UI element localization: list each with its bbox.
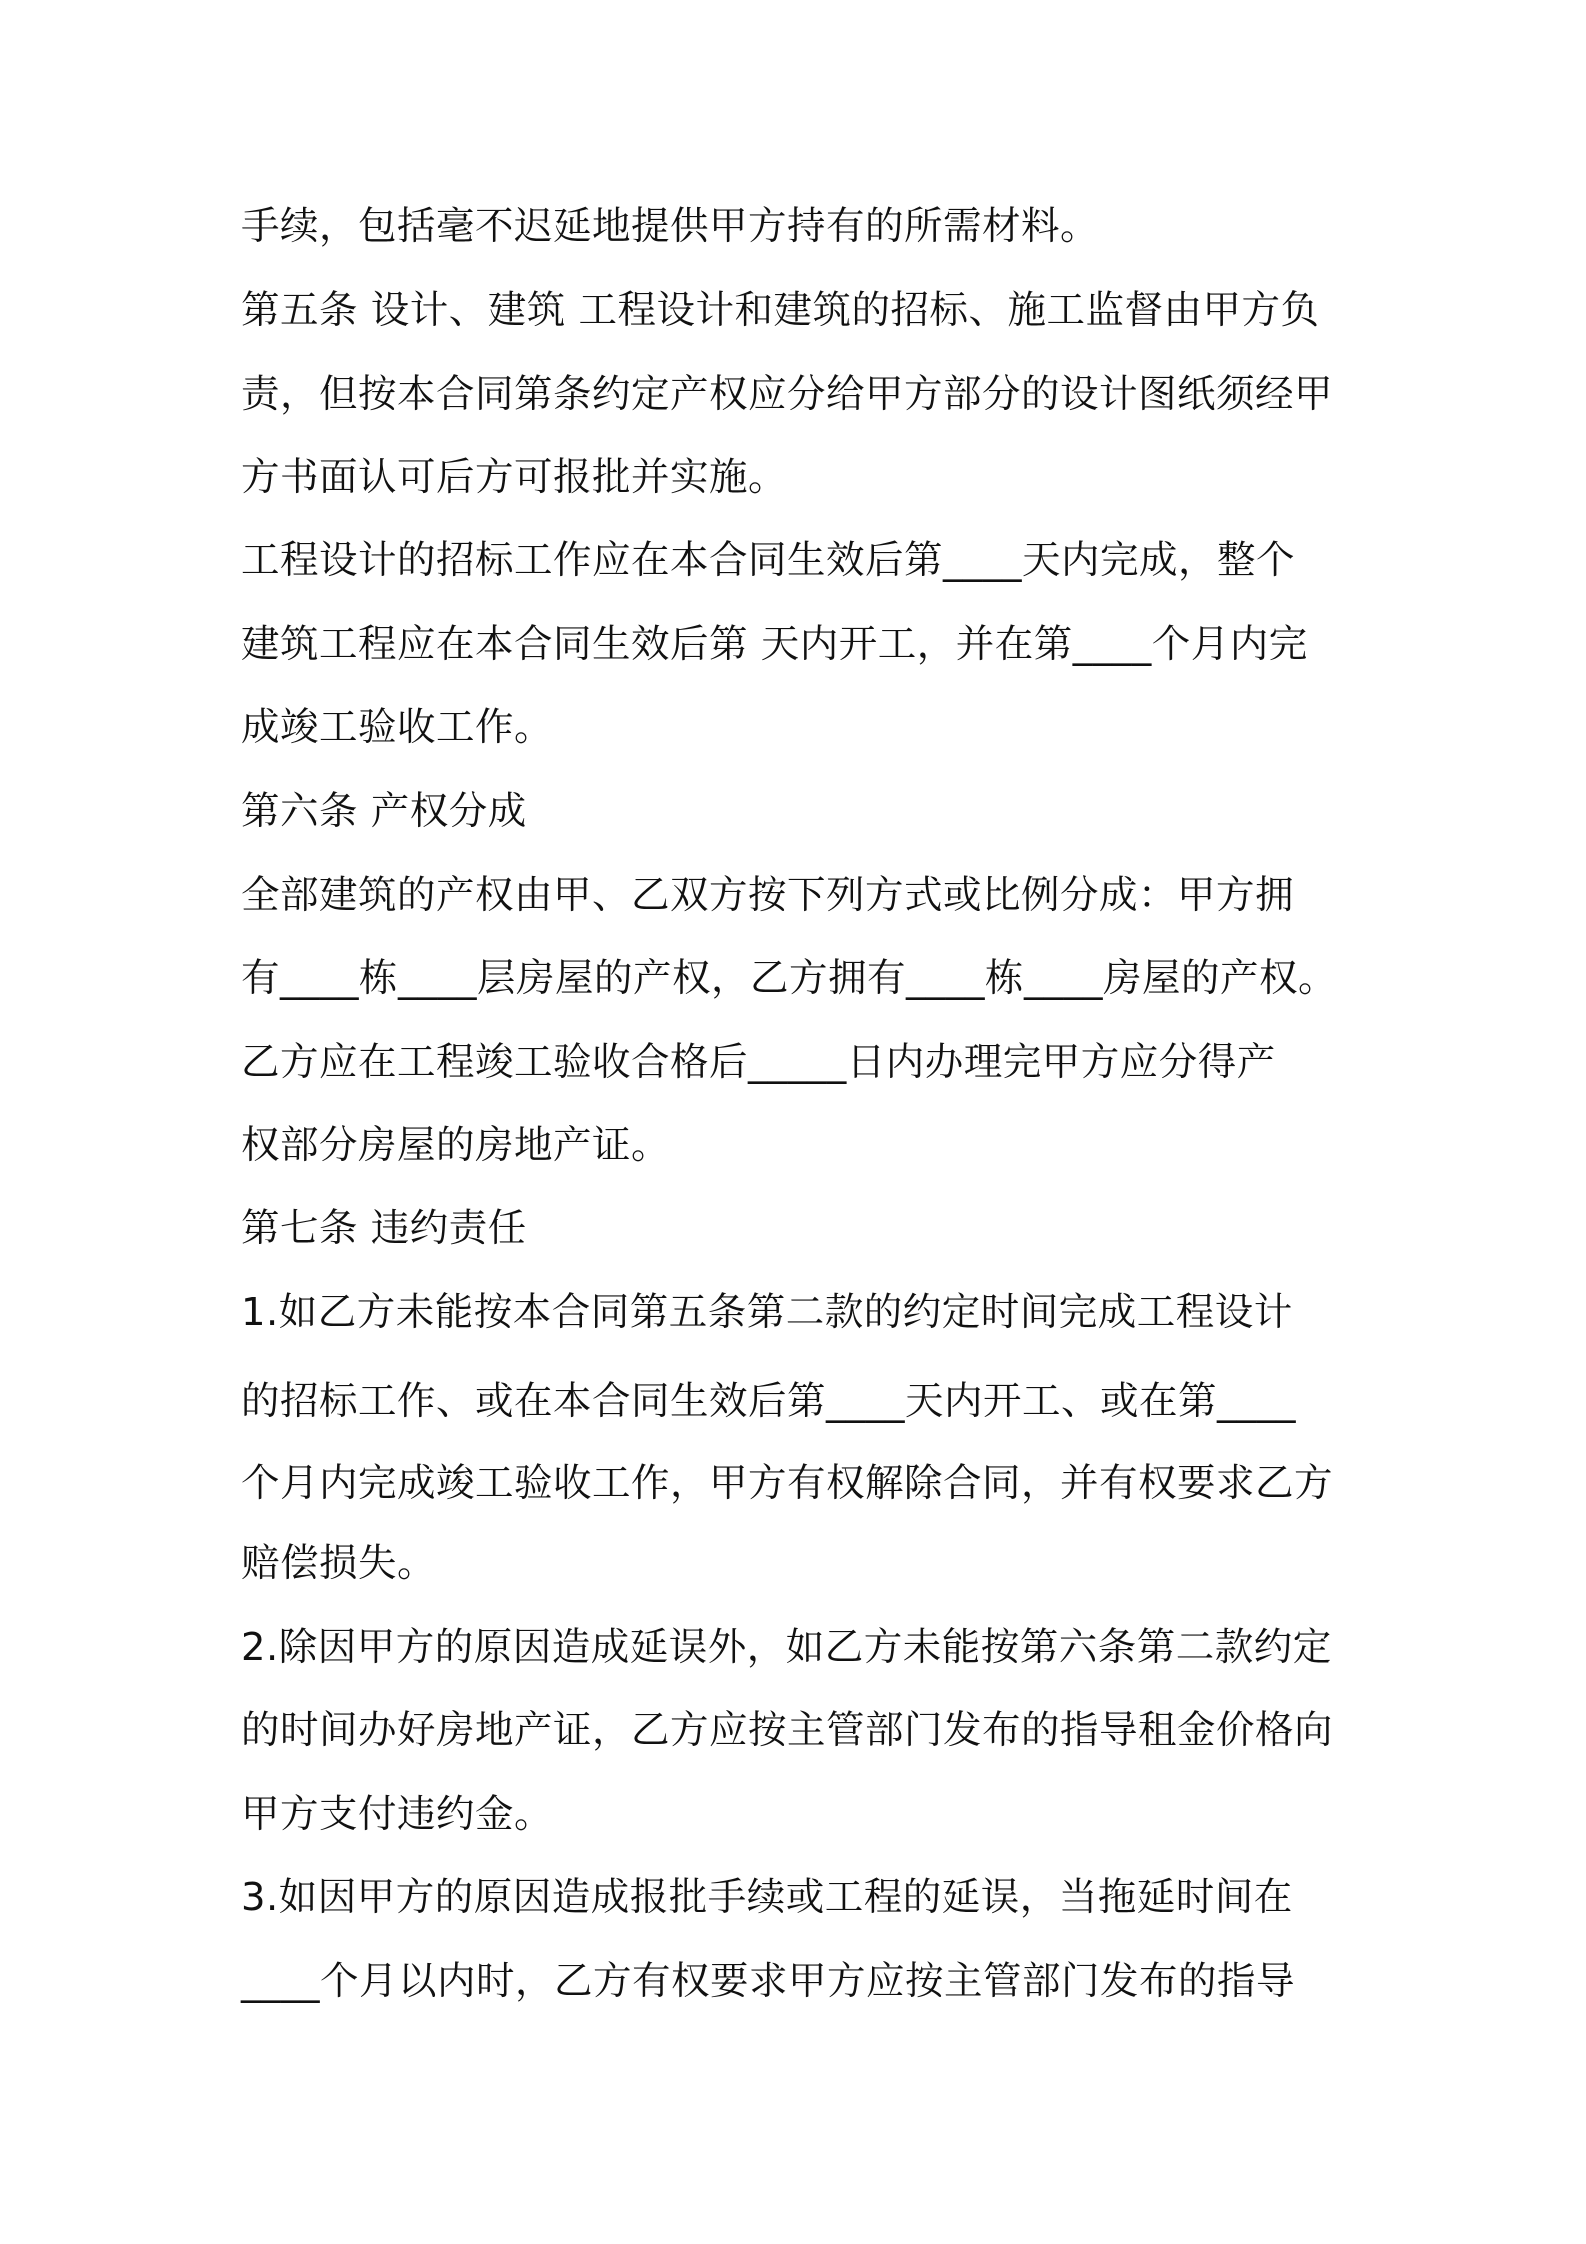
text-line-20: 甲方支付违约金。	[241, 1792, 554, 1837]
text-line-17: 赔偿损失。	[241, 1541, 437, 1586]
text-line-18: 2.除因甲方的原因造成延误外，如乙方未能按第六条第二款约定	[241, 1625, 1332, 1670]
text-line-3: 责，但按本合同第条约定产权应分给甲方部分的设计图纸须经甲	[241, 372, 1334, 417]
text-line-14: 1.如乙方未能按本合同第五条第二款的约定时间完成工程设计	[241, 1290, 1293, 1335]
text-line-12: 权部分房屋的房地产证。	[241, 1123, 671, 1168]
text-line-16: 个月内完成竣工验收工作，甲方有权解除合同，并有权要求乙方	[241, 1461, 1334, 1506]
text-line-2: 第五条 设计、建筑 工程设计和建筑的招标、施工监督由甲方负	[241, 288, 1320, 333]
text-line-7: 成竣工验收工作。	[241, 705, 554, 750]
text-line-9: 全部建筑的产权由甲、乙双方按下列方式或比例分成：甲方拥	[241, 873, 1295, 918]
text-line-13: 第七条 违约责任	[241, 1206, 527, 1251]
text-line-5: 工程设计的招标工作应在本合同生效后第____天内完成，整个	[241, 538, 1296, 583]
text-line-8: 第六条 产权分成	[241, 789, 527, 834]
text-line-15: 的招标工作、或在本合同生效后第____天内开工、或在第____	[241, 1379, 1297, 1424]
text-line-21: 3.如因甲方的原因造成报批手续或工程的延误，当拖延时间在	[241, 1875, 1293, 1920]
text-line-11: 乙方应在工程竣工验收合格后_____日内办理完甲方应分得产	[241, 1040, 1276, 1085]
text-line-1: 手续，包括毫不迟延地提供甲方持有的所需材料。	[241, 204, 1100, 249]
text-line-19: 的时间办好房地产证，乙方应按主管部门发布的指导租金价格向	[241, 1708, 1334, 1753]
text-line-10: 有____栋____层房屋的产权，乙方拥有____栋____房屋的产权。	[241, 956, 1338, 1001]
text-line-4: 方书面认可后方可报批并实施。	[241, 455, 788, 500]
text-line-6: 建筑工程应在本合同生效后第 天内开工，并在第____个月内完	[241, 622, 1308, 667]
text-line-22: ____个月以内时，乙方有权要求甲方应按主管部门发布的指导	[241, 1959, 1296, 2004]
